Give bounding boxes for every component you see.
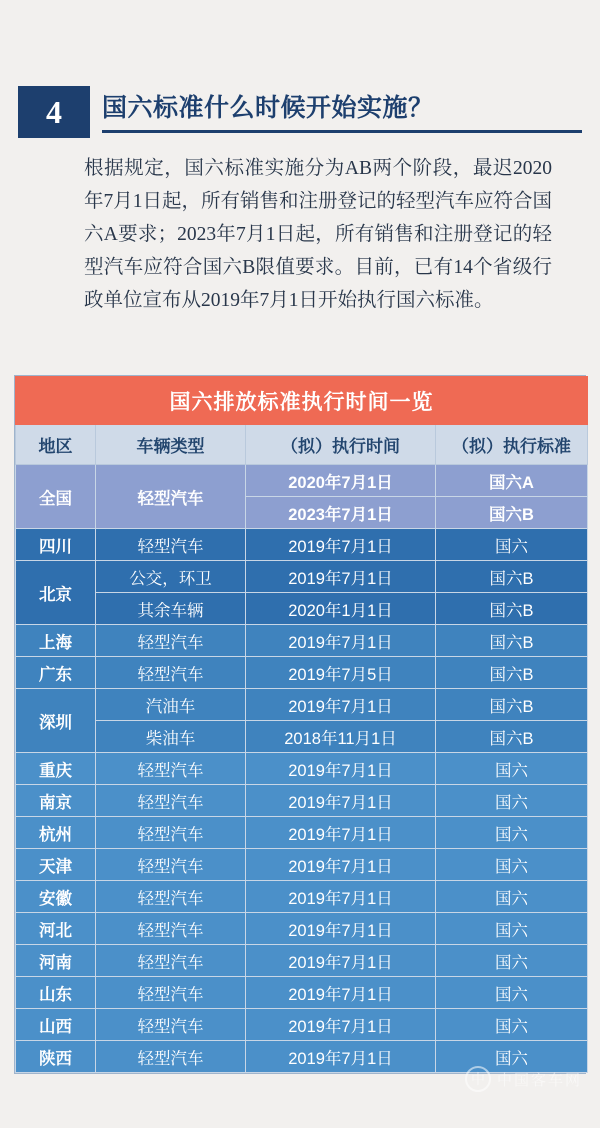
cell-standard: 国六 [436, 1041, 588, 1073]
column-header-region: 地区 [16, 425, 96, 465]
cell-region: 重庆 [16, 753, 96, 785]
table-row [16, 913, 588, 945]
cell-effective-date: 2019年7月1日 [246, 561, 436, 593]
section-header [18, 86, 582, 138]
cell-region: 上海 [16, 625, 96, 657]
cell-effective-date: 2019年7月1日 [246, 1041, 436, 1073]
cell-standard: 国六A [436, 465, 588, 497]
cell-vehicle-type: 轻型汽车 [96, 945, 246, 977]
cell-standard: 国六 [436, 817, 588, 849]
cell-standard: 国六 [436, 785, 588, 817]
table-row [16, 465, 588, 497]
table-row [16, 1041, 588, 1073]
cell-standard: 国六 [436, 945, 588, 977]
table-row [16, 529, 588, 561]
cell-effective-date: 2019年7月1日 [246, 625, 436, 657]
cell-effective-date: 2019年7月1日 [246, 913, 436, 945]
cell-standard: 国六 [436, 977, 588, 1009]
header-divider [102, 130, 582, 133]
cell-effective-date: 2019年7月1日 [246, 817, 436, 849]
cell-effective-date: 2019年7月1日 [246, 753, 436, 785]
section-number-badge: 4 [18, 86, 90, 138]
cell-vehicle-type: 轻型汽车 [96, 1041, 246, 1073]
cell-region: 山东 [16, 977, 96, 1009]
table-row [16, 977, 588, 1009]
schedule-table-wrapper [14, 375, 586, 1074]
table-header-row [16, 425, 588, 465]
cell-effective-date: 2018年11月1日 [246, 721, 436, 753]
column-header-standard: （拟）执行标准 [436, 425, 588, 465]
cell-effective-date: 2019年7月1日 [246, 529, 436, 561]
cell-region: 河北 [16, 913, 96, 945]
cell-standard: 国六B [436, 497, 588, 529]
cell-vehicle-type: 汽油车 [96, 689, 246, 721]
cell-effective-date: 2019年7月1日 [246, 881, 436, 913]
watermark-text: 中国客车网 [496, 1072, 582, 1089]
cell-region: 四川 [16, 529, 96, 561]
cell-region: 河南 [16, 945, 96, 977]
cell-standard: 国六 [436, 1009, 588, 1041]
cell-vehicle-type: 轻型汽车 [96, 881, 246, 913]
table-row [16, 785, 588, 817]
cell-effective-date: 2019年7月1日 [246, 689, 436, 721]
cell-vehicle-type: 轻型汽车 [96, 785, 246, 817]
cell-region: 杭州 [16, 817, 96, 849]
cell-vehicle-type: 柴油车 [96, 721, 246, 753]
table-row [16, 657, 588, 689]
table-row [16, 593, 588, 625]
table-title: 国六排放标准执行时间一览 [16, 377, 588, 425]
cell-standard: 国六B [436, 593, 588, 625]
page-title: 国六标准什么时候开始实施？ [102, 94, 434, 122]
cell-standard: 国六B [436, 657, 588, 689]
cell-vehicle-type: 轻型汽车 [96, 753, 246, 785]
cell-region: 天津 [16, 849, 96, 881]
cell-standard: 国六 [436, 849, 588, 881]
cell-effective-date: 2019年7月1日 [246, 849, 436, 881]
cell-vehicle-type: 轻型汽车 [96, 657, 246, 689]
body-paragraph: 根据规定，国六标准实施分为AB两个阶段，最迟2020年7月1日起，所有销售和注册登记的轻型汽车应符合国六A要求；2023年7月1日起，所有销售和注册登记的轻型汽车应符合国六B限值要求。目前，已有14个省级行政单位宣布从2019年7月1日开始执行国六标准。 [84, 158, 553, 311]
cell-vehicle-type: 轻型汽车 [96, 529, 246, 561]
cell-vehicle-type: 轻型汽车 [96, 625, 246, 657]
table-row [16, 753, 588, 785]
cell-region: 陕西 [16, 1041, 96, 1073]
cell-region: 广东 [16, 657, 96, 689]
cell-standard: 国六B [436, 689, 588, 721]
cell-vehicle-type: 轻型汽车 [96, 977, 246, 1009]
table-row [16, 817, 588, 849]
table-row [16, 721, 588, 753]
table-title-row [16, 377, 588, 425]
cell-effective-date: 2020年1月1日 [246, 593, 436, 625]
table-row [16, 849, 588, 881]
cell-effective-date: 2019年7月1日 [246, 977, 436, 1009]
cell-region: 全国 [16, 465, 96, 529]
cell-standard: 国六 [436, 881, 588, 913]
cell-vehicle-type: 公交，环卫 [96, 561, 246, 593]
table-row [16, 1009, 588, 1041]
cell-standard: 国六B [436, 721, 588, 753]
cell-vehicle-type: 轻型汽车 [96, 817, 246, 849]
cell-region: 山西 [16, 1009, 96, 1041]
cell-vehicle-type: 轻型汽车 [96, 465, 246, 529]
cell-region: 深圳 [16, 689, 96, 753]
cell-region: 南京 [16, 785, 96, 817]
table-row [16, 689, 588, 721]
column-header-effective-date: （拟）执行时间 [246, 425, 436, 465]
watermark-logo-icon: 中 [465, 1066, 491, 1092]
column-header-vehicle-type: 车辆类型 [96, 425, 246, 465]
table-row [16, 881, 588, 913]
cell-effective-date: 2023年7月1日 [246, 497, 436, 529]
cell-region: 北京 [16, 561, 96, 625]
table-row [16, 625, 588, 657]
cell-standard: 国六 [436, 913, 588, 945]
cell-effective-date: 2019年7月1日 [246, 945, 436, 977]
cell-effective-date: 2019年7月1日 [246, 785, 436, 817]
cell-vehicle-type: 其余车辆 [96, 593, 246, 625]
table-row [16, 945, 588, 977]
cell-standard: 国六B [436, 561, 588, 593]
cell-vehicle-type: 轻型汽车 [96, 849, 246, 881]
cell-vehicle-type: 轻型汽车 [96, 913, 246, 945]
table-row [16, 561, 588, 593]
schedule-table [15, 376, 588, 1073]
cell-standard: 国六 [436, 753, 588, 785]
cell-standard: 国六 [436, 529, 588, 561]
cell-effective-date: 2019年7月5日 [246, 657, 436, 689]
cell-effective-date: 2019年7月1日 [246, 1009, 436, 1041]
cell-vehicle-type: 轻型汽车 [96, 1009, 246, 1041]
cell-effective-date: 2020年7月1日 [246, 465, 436, 497]
cell-standard: 国六B [436, 625, 588, 657]
cell-region: 安徽 [16, 881, 96, 913]
